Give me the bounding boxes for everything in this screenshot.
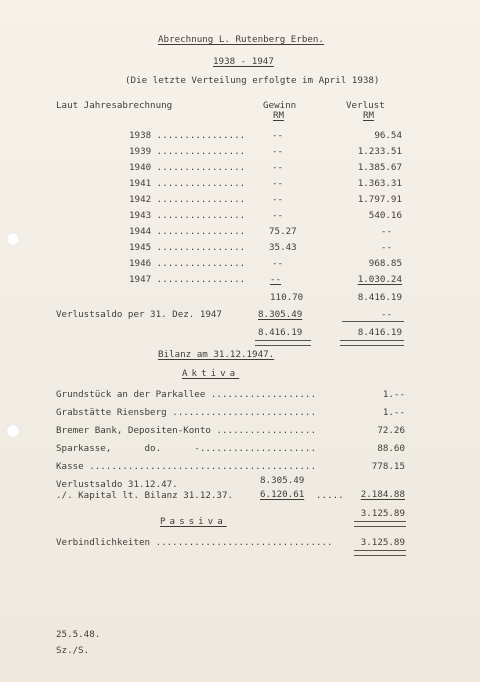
year-label: 1939 ................ (129, 146, 246, 157)
year-gain: -- (272, 178, 284, 189)
saldo-result: 2.184.88 (360, 489, 405, 500)
year-gain: -- (272, 258, 284, 269)
saldo-loss: -- (380, 309, 392, 320)
year-label: 1944 ................ (129, 226, 246, 237)
year-loss: 96.54 (374, 130, 402, 141)
subtotal-gain: 110.70 (270, 292, 304, 303)
year-gain: -- (272, 194, 284, 205)
gain-unit: RM (273, 110, 285, 121)
saldo-gain: 8.305.49 (258, 309, 303, 320)
year-loss: 968.85 (368, 258, 402, 269)
year-gain: -- (272, 130, 284, 141)
total-gain: 8.416.19 (258, 327, 303, 338)
verlustsaldo-value: 8.305.49 (260, 475, 305, 486)
year-loss: 1.233.51 (357, 146, 402, 157)
aktiva-value: 72.26 (377, 425, 405, 436)
gain-header: Gewinn (263, 100, 297, 111)
passiva-label: Verbindlichkeiten ................................ (56, 537, 333, 548)
year-gain: 75.27 (269, 226, 297, 237)
footer-initials: Sz./S. (56, 645, 90, 656)
passiva-value: 3.125.89 (360, 537, 405, 548)
double-underline (340, 340, 404, 346)
year-loss: 1.030.24 (357, 274, 402, 285)
year-label: 1938 ................ (129, 130, 246, 141)
aktiva-label: Grabstätte Riensberg .......................... (56, 407, 316, 418)
year-label: 1943 ................ (129, 210, 246, 221)
aktiva-label: Kasse ......................................... (56, 461, 316, 472)
double-underline (255, 340, 311, 346)
kapital-value: 6.120.61 (260, 489, 305, 500)
aktiva-value: 88.60 (377, 443, 405, 454)
saldo-label: Verlustsaldo per 31. Dez. 1947 (56, 309, 222, 320)
distribution-note: (Die letzte Verteilung erfolgte im April 1938) (125, 75, 380, 86)
year-label: 1940 ................ (129, 162, 246, 173)
year-label: 1946 ................ (129, 258, 246, 269)
total-loss: 8.416.19 (357, 327, 402, 338)
aktiva-value: 1.-- (382, 407, 405, 418)
year-gain: -- (270, 274, 282, 285)
kapital-label: ./. Kapital lt. Bilanz 31.12.37. (56, 490, 234, 501)
year-label: 1947 ................ (129, 274, 246, 285)
aktiva-label: Sparkasse, do. -..................... (56, 443, 316, 454)
loss-header: Verlust (346, 100, 385, 111)
aktiva-value: 778.15 (371, 461, 405, 472)
aktiva-total: 3.125.89 (360, 508, 405, 519)
passiva-title: Passiva (160, 516, 227, 527)
year-label: 1942 ................ (129, 194, 246, 205)
year-label: 1945 ................ (129, 242, 246, 253)
aktiva-label: Grundstück an der Parkallee ................... (56, 389, 316, 400)
punch-hole (6, 232, 20, 246)
period: 1938 - 1947 (213, 56, 274, 67)
year-gain: -- (272, 162, 284, 173)
aktiva-label: Bremer Bank, Depositen-Konto .................. (56, 425, 316, 436)
footer-date: 25.5.48. (56, 629, 101, 640)
punch-hole (6, 424, 20, 438)
aktiva-title: Aktiva (182, 368, 240, 379)
subtotal-loss: 8.416.19 (357, 292, 402, 303)
aktiva-value: 1.-- (382, 389, 405, 400)
year-label: 1941 ................ (129, 178, 246, 189)
column-label: Laut Jahresabrechnung (56, 100, 173, 111)
year-gain: -- (272, 210, 284, 221)
double-underline (354, 550, 406, 556)
loss-unit: RM (363, 110, 375, 121)
underline (342, 321, 404, 322)
year-loss: 1.363.31 (357, 178, 402, 189)
year-gain: -- (272, 146, 284, 157)
document-title: Abrechnung L. Rutenberg Erben. (158, 34, 324, 45)
bilanz-title: Bilanz am 31.12.1947. (158, 349, 275, 360)
year-loss: 1.385.67 (357, 162, 402, 173)
year-loss: -- (380, 242, 392, 253)
leader-dots: ..... (316, 490, 344, 501)
year-loss: 540.16 (368, 210, 402, 221)
verlustsaldo-label: Verlustsaldo 31.12.47. (56, 479, 178, 490)
year-loss: 1.797.91 (357, 194, 402, 205)
double-underline (354, 521, 406, 527)
year-loss: -- (380, 226, 392, 237)
year-gain: 35.43 (269, 242, 297, 253)
